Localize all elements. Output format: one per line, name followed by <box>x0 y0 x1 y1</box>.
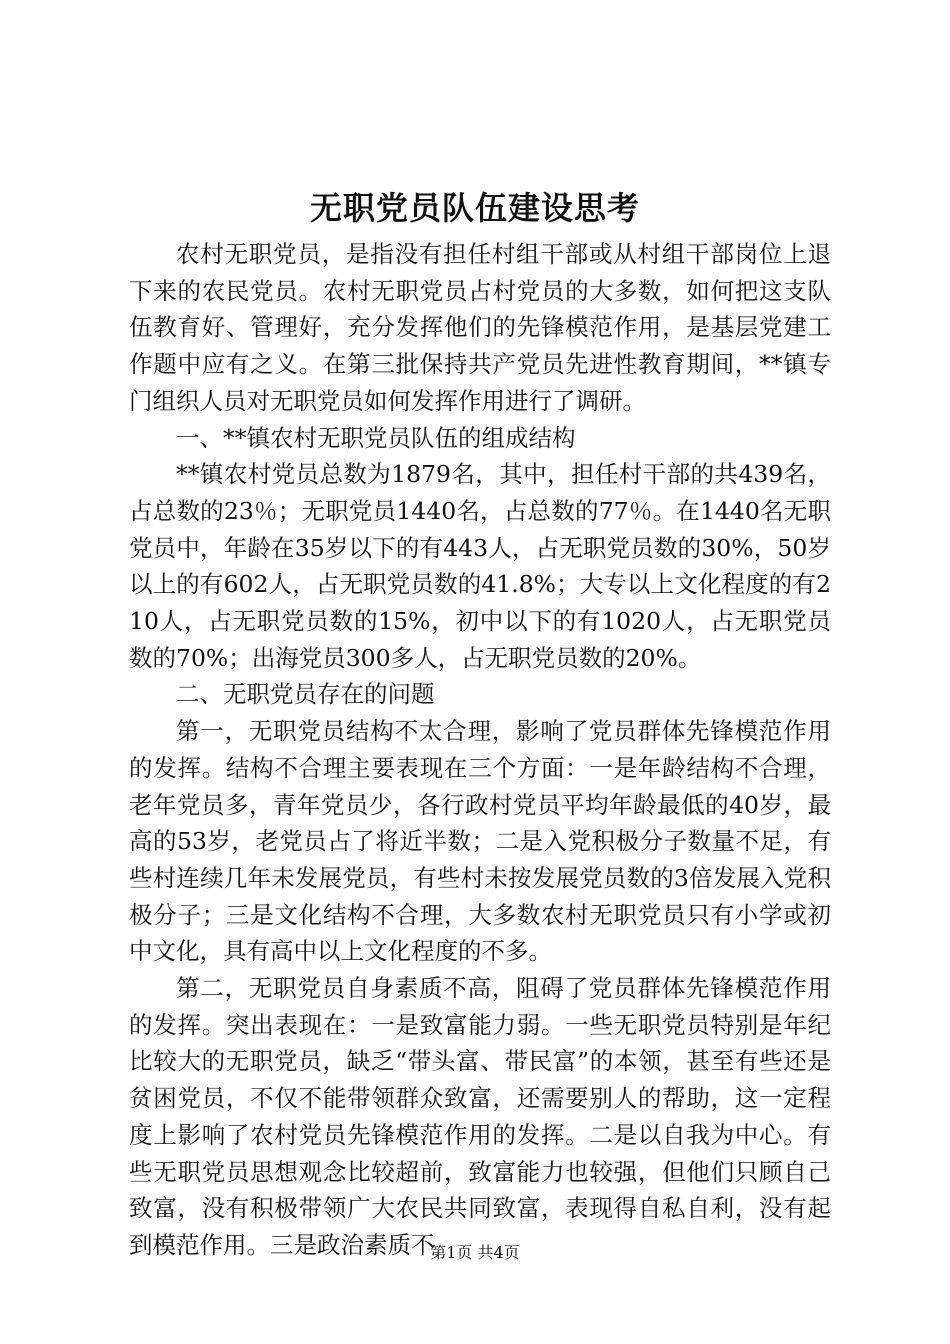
page-title: 无职党员队伍建设思考 <box>309 189 640 227</box>
paragraph-statistics: **镇农村党员总数为1879名，其中，担任村干部的共439名，占总数的23％；无职党员1440名，占总数的77％。在1440名无职党员中，年龄在35岁以下的有443人，占无职党员数的30%，50岁以上的有602人，占无职党员数的41.8%；大专以上文化程度的有210人，占无职党员数的15%，初中以下的有1020人，占无职党员数的70%；出海党员300多人，占无职党员数的20%。 <box>129 460 831 672</box>
document-body <box>129 236 831 1264</box>
section-heading-1: 一、**镇农村无职党员队伍的组成结构 <box>176 423 576 452</box>
paragraph-problem-2: 第二，无职党员自身素质不高，阻碍了党员群体先锋模范作用的发挥。突出表现在：一是致富能力弱。一些无职党员特别是年纪比较大的无职党员，缺乏“带头富、带民富”的本领，甚至有些还是贫困党员，不仅不能带领群众致富，还需要别人的帮助，这一定程度上影响了农村党员先锋模范作用的发挥。二是以自我为中心。有些无职党员思想观念比较超前，致富能力也较强，但他们只顾自己致富，没有积极带领广大农民共同致富，表现得自私自利，没有起到模范作用。三是政治素质不 <box>129 974 831 1259</box>
paragraph-problem-1: 第一，无职党员结构不太合理，影响了党员群体先锋模范作用的发挥。结构不合理主要表现在三个方面：一是年龄结构不合理，老年党员多，青年党员少，各行政村党员平均年龄最低的40岁，最高的53岁，老党员占了将近半数；二是入党积极分子数量不足，有些村连续几年未发展党员，有些村未按发展党员数的3倍发展入党积极分子；三是文化结构不合理，大多数农村无职党员只有小学或初中文化，具有高中以上文化程度的不多。 <box>129 717 831 966</box>
section-heading-2: 二、无职党员存在的问题 <box>176 680 435 709</box>
page-footer: 第1页 共4页 <box>430 1243 520 1262</box>
paragraph-intro: 农村无职党员，是指没有担任村组干部或从村组干部岗位上退下来的农民党员。农村无职党员占村党员的大多数，如何把这支队伍教育好、管理好，充分发挥他们的先锋模范作用，是基层党建工作题中应有之义。在第三批保持共产党员先进性教育期间，**镇专门组织人员对无职党员如何发挥作用进行了调研。 <box>129 240 831 415</box>
